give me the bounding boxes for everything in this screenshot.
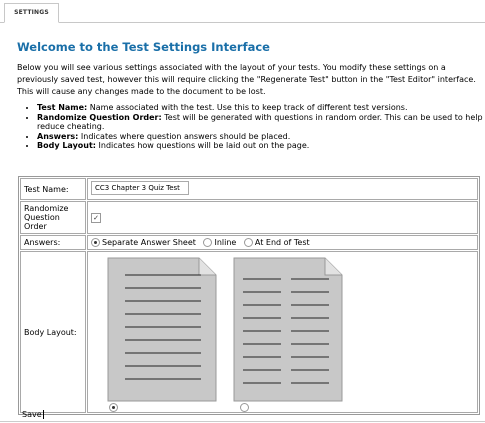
row-body-layout [20,251,478,413]
randomize-label: Randomize Question Order [20,201,86,234]
two-column-layout-icon[interactable] [233,257,343,417]
help-text: Name associated with the test. Use this to keep track of different test versions. [87,103,408,112]
text-cursor [43,410,44,419]
randomize-cell [87,201,478,234]
help-term: Body Layout: [37,141,96,150]
help-text: Indicates where question answers should be placed. [78,131,291,141]
row-test-name [20,178,478,200]
save-button[interactable] [22,410,44,419]
help-term: Answers: [37,131,79,141]
answers-option-end: At End of Test [254,238,310,247]
test-name-input[interactable]: CC3 Chapter 3 Quiz Test [91,181,189,195]
tab-divider [0,22,485,23]
bottom-divider [0,421,485,422]
help-item-randomize [37,113,485,132]
randomize-checkbox[interactable]: ✓ [91,213,101,223]
answers-cell [87,235,478,250]
row-answers [20,235,478,250]
answers-option-separate: Separate Answer Sheet [102,238,196,247]
settings-form [18,176,480,415]
help-term: Randomize Question Order: [37,112,162,122]
test-name-cell [87,178,478,200]
page-title: Welcome to the Test Settings Interface [17,40,270,54]
save-label: Save [22,410,42,419]
answers-label: Answers: [20,235,86,250]
single-column-layout-icon[interactable] [107,257,217,417]
test-name-label: Test Name: [20,178,86,200]
body-layout-label: Body Layout: [20,251,86,413]
help-text: Indicates how questions will be laid out on the page. [96,141,310,150]
body-layout-radio-single[interactable] [109,403,118,412]
tab-bar [0,0,485,23]
answers-radio-inline[interactable] [203,238,212,247]
help-text: Test will be generated with questions in random order. This can be used to help reduce cheating. [37,112,483,131]
help-item-test-name [37,103,485,113]
body-layout-cell [87,251,478,413]
answers-radio-end[interactable] [244,238,253,247]
tab-settings[interactable]: SETTINGS [4,3,59,23]
answers-option-inline: Inline [214,238,237,247]
help-term: Test Name: [37,103,88,112]
row-randomize [20,201,478,234]
body-layout-radio-two-column[interactable] [240,403,249,412]
help-item-body-layout [37,141,485,151]
answers-radio-separate[interactable] [91,238,100,247]
intro-text: Below you will see various settings associated with the layout of your tests. You modify these settings on a previously saved test, however this will require clicking the "Regenerate Test" button in the "Test Editor" interface. This will cause any changes made to the document to be lost. [17,63,476,96]
help-list [17,103,485,151]
help-item-answers [37,132,485,142]
